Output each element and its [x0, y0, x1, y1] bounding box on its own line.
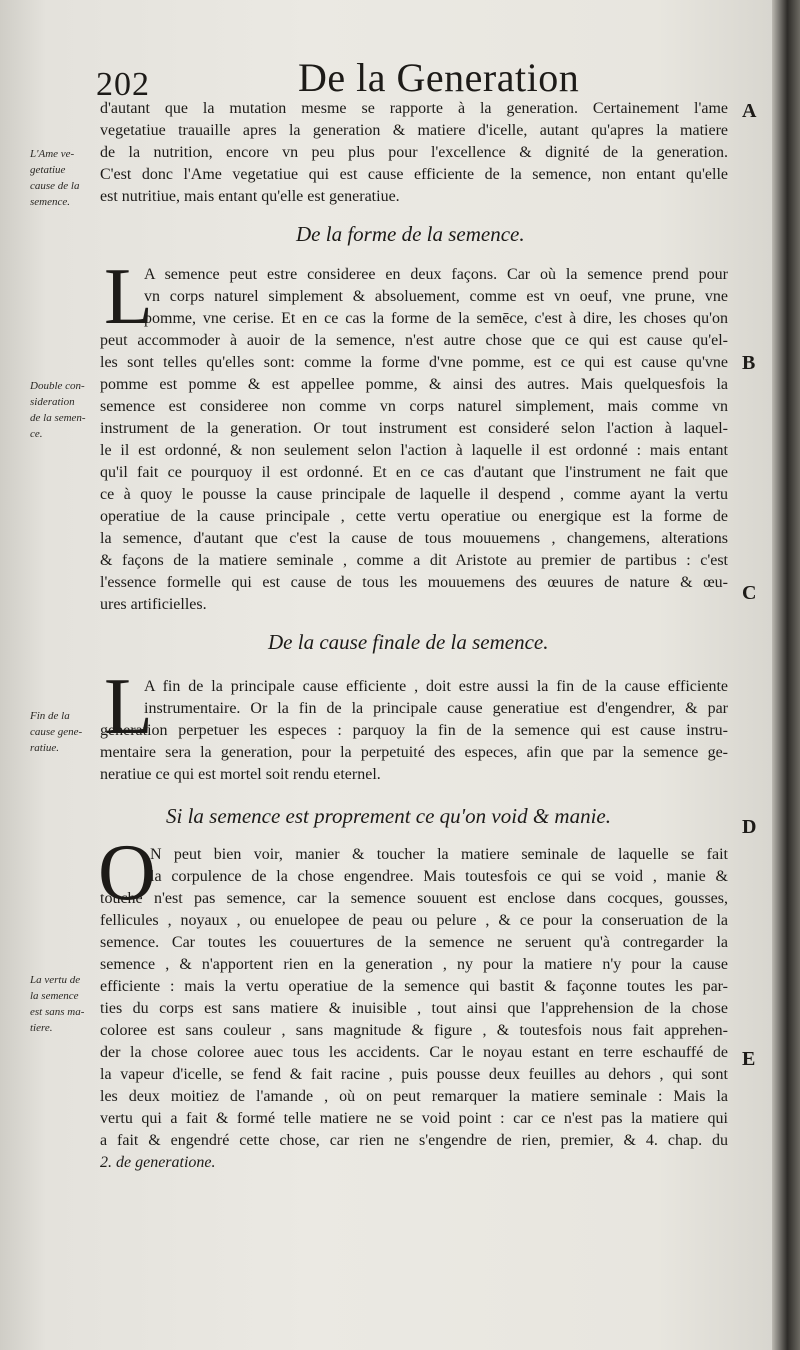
text-line: fellicules , noyaux , ou enuelopee de peau ou pelure , & ce pour la conseruation de la	[100, 912, 728, 929]
text-line: vn corps naturel simplement & absoluement, comme est vn oeuf, vne prune, vne	[144, 288, 728, 305]
text-line: C'est donc l'Ame vegetatiue qui est cause efficiente de la semence, non entant qu'elle	[100, 166, 728, 183]
text-line: vegetatiue trauaille apres la generation & matiere d'icelle, autant qu'apres la matiere	[100, 122, 728, 139]
text-line: operatiue de la cause principale , cette vertu operatiue ou energique est la forme de	[100, 508, 728, 525]
text-line: ties du corps est sans matiere & inuisible , tout ainsi que l'apprehension de la chose	[100, 1000, 728, 1017]
text-line: semence est consideree non comme vn corps naturel simplement, mais comme vn	[100, 398, 728, 415]
drop-cap: L	[104, 253, 153, 341]
section-letter-d: D	[742, 816, 757, 838]
text-line: semence , & n'apportent rien en la generation , ny pour la matiere n'y pour la cause	[100, 956, 728, 973]
text-line: le il est ordonné, & non seulement selon l'action à laquelle il est ordonné : mais entant	[100, 442, 728, 459]
text-line: a fait & engendré cette chose, car rien ne s'engendre de rien, premier, & 4. chap. du	[100, 1132, 728, 1149]
text-line: ce à quoy le pousse la cause principale de laquelle il despend , comme ayant la vertu	[100, 486, 728, 503]
text-line: semence. Car toutes les couuertures de la semence ne seruent qu'à contregarder la	[100, 934, 728, 951]
text-line: l'essence formelle qui est cause de tous les mouuemens des œuures de nature & œu-	[100, 574, 728, 591]
text-line: 2. de generatione.	[100, 1154, 216, 1171]
text-line: vertu qui a fait & formé telle matiere ne se void point : car ce n'est pas la matiere qui	[100, 1110, 728, 1127]
text-line: ures artificielles.	[100, 596, 207, 613]
text-line: peut accommoder à auoir de la semence, n'est autre chose que ce qui est cause qu'el-	[100, 332, 728, 349]
margin-note: La vertu de la semence est sans ma- tiere.	[30, 974, 85, 1034]
text-line: neratiue ce qui est mortel soit rendu eternel.	[100, 766, 381, 783]
margin-note: Double con- sideration de la semen- ce.	[30, 380, 86, 440]
section-heading: De la forme de la semence.	[296, 222, 525, 246]
text-line: de la nutrition, encore vn peu plus pour l'excellence & dignité de la generation.	[100, 144, 728, 161]
margin-note: L'Ame ve- getatiue cause de la semence.	[30, 148, 80, 208]
text-line: est nutritiue, mais entant qu'elle est generatiue.	[100, 188, 400, 205]
text-line: d'autant que la mutation mesme se rapporte à la generation. Certainement l'ame	[100, 100, 728, 117]
text-line: coloree est sans couleur , sans magnitude & figure , & toutesfois nous fait apprehen-	[100, 1022, 728, 1039]
text-line: A fin de la principale cause efficiente , doit estre aussi la fin de la cause efficiente	[144, 678, 728, 695]
text-line: la vapeur d'icelle, se fend & fait racine , puis pousse deux feuilles au dehors , qui sont	[100, 1066, 728, 1083]
drop-cap: L	[104, 663, 153, 751]
page-edge	[772, 0, 800, 1350]
running-head: De la Generation	[298, 55, 580, 100]
section-letter-b: B	[742, 352, 756, 374]
text-line: generation perpetuer les especes : parquoy la fin de la semence qui est cause instru-	[100, 722, 728, 739]
text-line: les deux moitiez de l'amande , où on peut remarquer la matiere seminale : Mais la	[100, 1088, 728, 1105]
section-heading: De la cause finale de la semence.	[268, 630, 549, 654]
text-line: la corpulence de la chose engendree. Mais toutesfois ce qui se void , manie &	[150, 868, 728, 885]
section-letter-e: E	[742, 1048, 756, 1070]
text-line: instrument de la generation. Or tout instrument est consideré selon l'action à laquel-	[100, 420, 728, 437]
text-line: A semence peut estre consideree en deux façons. Car où la semence prend pour	[144, 266, 728, 283]
text-line: mentaire sera la generation, pour la perpetuité des especes, afin que par la semence ge-	[100, 744, 728, 761]
text-line: pomme est pomme & est appellee pomme, & ainsi des autres. Mais quelquesfois la	[100, 376, 728, 393]
section-heading: Si la semence est proprement ce qu'on void & manie.	[166, 804, 611, 828]
section-letter-a: A	[742, 100, 757, 122]
text-line: & façons de la matiere seminale , comme a dit Aristote au premier de partibus : c'est	[100, 552, 728, 569]
margin-note: Fin de la cause gene- ratiue.	[30, 710, 83, 754]
text-line: touche n'est pas semence, car la semence souuent est enclose dans cocques, gousses,	[100, 890, 728, 907]
text-line: les sont telles qu'elles sont: comme la forme d'vne pomme, est ce qui est cause qu'vne	[100, 354, 728, 371]
text-line: efficiente : mais la vertu operatiue de la semence qui bastit & façonne toutes les par-	[100, 978, 728, 995]
text-line: la semence, d'autant que c'est la cause de tous mouuemens , changemens, alterations	[100, 530, 728, 547]
text-line: pomme, vne cerise. Et en ce cas la forme de la semēce, c'est à dire, les choses qu'on	[144, 310, 728, 327]
section-letter-c: C	[742, 582, 757, 604]
text-line: instrumentaire. Or la fin de la principale cause generatiue est d'engendrer, & par	[144, 700, 728, 717]
text-line: qu'il fait ce pourquoy il est ordonné. Et en ce cas d'autant que l'instrument ne fait que	[100, 464, 728, 481]
text-line: N peut bien voir, manier & toucher la matiere seminale de laquelle se fait	[150, 846, 728, 863]
page-number: 202	[96, 66, 150, 103]
drop-cap: O	[98, 829, 156, 917]
text-line: der la chose coloree auec tous les accidents. Car le noyau estant en terre eschauffé de	[100, 1044, 728, 1061]
